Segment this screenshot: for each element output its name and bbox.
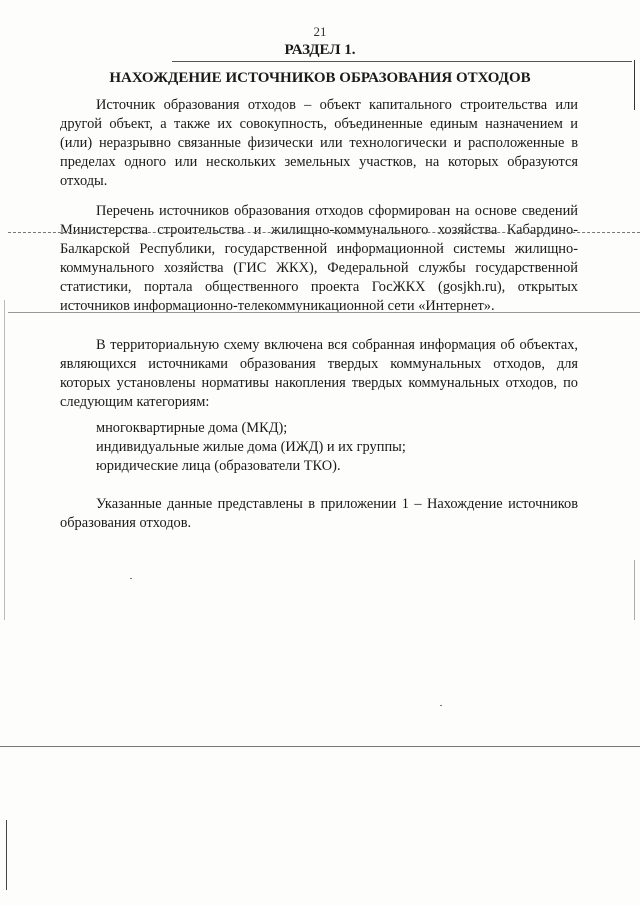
category-list bbox=[96, 419, 406, 476]
scan-speck bbox=[440, 705, 442, 706]
scan-edge-mark bbox=[4, 300, 5, 620]
category-item: многоквартирные дома (МКД); bbox=[96, 420, 288, 436]
paragraph-sources: Перечень источников образования отходов сформирован на основе сведений Министерства строительства и жилищно-коммунального хозяйства Кабардино-Балкарской Республики, государственной информационной системы жилищно-коммунального хозяйства (ГИС ЖКХ), Федеральной службы государственной статистики, портала общественного проекта ГосЖКХ (gosjkh.ru), открытых источников информационно-телекоммуникационной сети «Интернет». bbox=[60, 203, 578, 314]
category-item: индивидуальные жилые дома (ИЖД) и их группы; bbox=[96, 439, 406, 455]
section-underline bbox=[172, 61, 632, 62]
paragraph-scope: В территориальную схему включена вся собранная информация об объектах, являющихся источниками образования твердых коммунальных отходов, для которых установлены нормативы накопления твердых коммунальных отходов, по следующим категориям: bbox=[60, 337, 578, 410]
page-number: 21 bbox=[313, 24, 327, 39]
paragraph-definition: Источник образования отходов – объект капитального строительства или другой объект, а также их совокупность, объединенные единым назначением и (или) неразрывно связанные физически или технологически и расположенные в пределах одного или нескольких земельных участков, на которых образуются отходы. bbox=[60, 97, 578, 189]
scan-edge-mark bbox=[6, 820, 7, 890]
scan-edge-mark bbox=[634, 560, 635, 620]
scan-artifact-line bbox=[8, 232, 640, 233]
scan-speck bbox=[130, 578, 132, 579]
category-item: юридические лица (образователи ТКО). bbox=[96, 458, 341, 474]
scan-edge-mark bbox=[634, 60, 635, 110]
paragraph-appendix-reference: Указанные данные представлены в приложении 1 – Нахождение источников образования отходов. bbox=[60, 496, 578, 531]
scan-artifact-line bbox=[8, 312, 640, 313]
section-title: НАХОЖДЕНИЕ ИСТОЧНИКОВ ОБРАЗОВАНИЯ ОТХОДОВ bbox=[109, 70, 531, 86]
section-label: РАЗДЕЛ 1. bbox=[284, 42, 356, 58]
scan-artifact-line bbox=[0, 746, 640, 747]
